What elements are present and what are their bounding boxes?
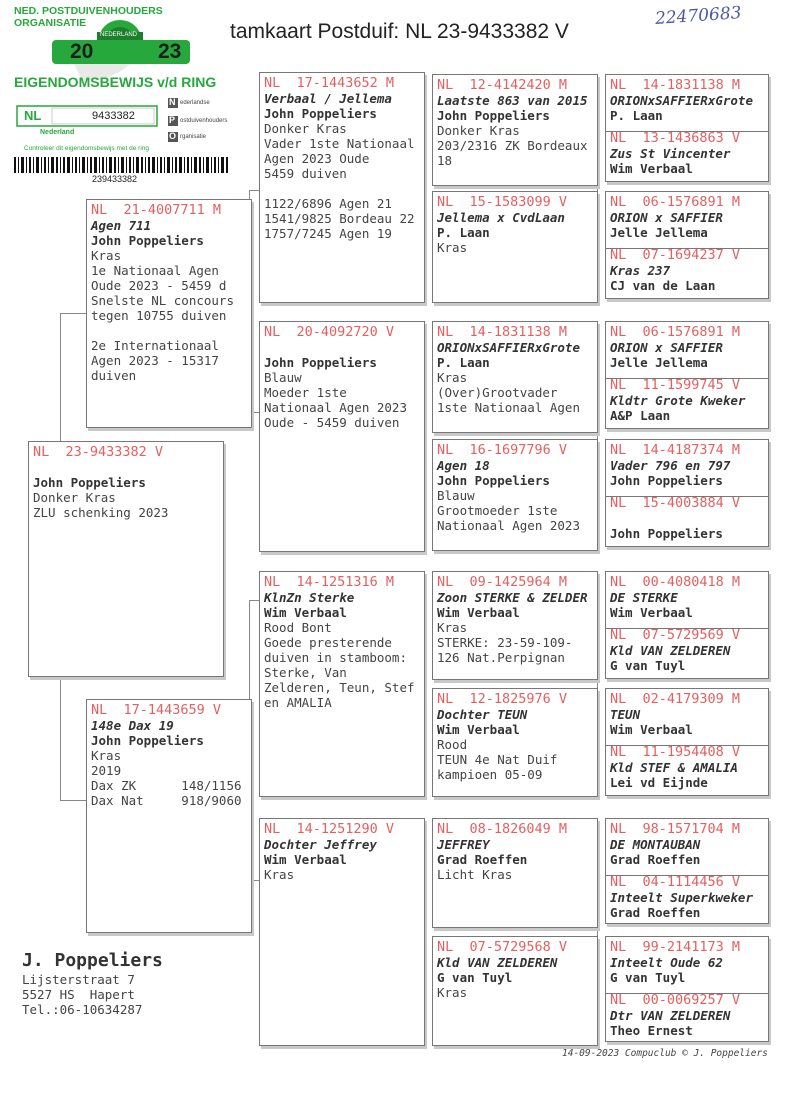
pigeon-name: 148e Dax 19 (91, 718, 174, 733)
org-letter-o: O (169, 131, 177, 141)
info-line: Oude - 5459 duiven (264, 415, 400, 430)
ancestor-pair-box (605, 818, 769, 924)
owner-name: Wim Verbaal (610, 722, 693, 737)
great-grandparent-box[interactable] (432, 936, 598, 1046)
info-line: STERKE: 23-59-109- (437, 635, 573, 650)
pigeon-name: JEFFREY (437, 837, 490, 852)
owner-name: Wim Verbaal (437, 605, 520, 620)
info-line: 1541/9825 Bordeau 22 (264, 211, 415, 226)
ancestor-sire[interactable] (606, 440, 768, 497)
ring-number: NL 00-4080418 M (610, 574, 741, 590)
owner-name: Wim Verbaal (264, 605, 347, 620)
info-line: Vader 1ste Nationaal (264, 136, 415, 151)
breeder-city: 5527 HS Hapert (22, 987, 135, 1002)
pigeon-name: ORIONxSAFFIERxGrote (610, 93, 753, 108)
owner-name: G van Tuyl (610, 658, 686, 673)
ancestor-dam[interactable] (606, 128, 768, 178)
ring-number: NL 11-1954408 V (610, 744, 741, 760)
owner-name: Theo Ernest (610, 1023, 693, 1038)
ring-number: NL 17-1443659 V (91, 702, 222, 718)
ring-number: NL 14-1831138 M (437, 324, 568, 340)
grandsire-maternal-box[interactable] (259, 571, 425, 797)
pigeon-name: Laatste 863 van 2015 (437, 93, 588, 108)
connector-line (60, 313, 88, 314)
ancestor-sire[interactable] (606, 192, 768, 249)
ring-ownership-card (12, 2, 230, 186)
owner-name: G van Tuyl (437, 970, 513, 985)
owner-name: John Poppeliers (610, 473, 723, 488)
grandsire-paternal-box[interactable] (259, 72, 425, 303)
ring-number: NL 07-5729568 V (437, 939, 568, 955)
owner-name: John Poppeliers (610, 526, 723, 541)
info-line: 1757/7245 Agen 19 (264, 226, 392, 241)
info-line: 5459 duiven (264, 166, 347, 181)
ring-number: NL 17-1443652 M (264, 75, 395, 91)
pigeon-name: Inteelt Superkweker (610, 890, 753, 905)
info-line: Sterke, Van (264, 665, 347, 680)
info-line: Dax Nat 918/9060 (91, 793, 242, 808)
info-line: Nationaal Agen 2023 (264, 400, 407, 415)
info-line: Rood Bont (264, 620, 332, 635)
ancestor-sire[interactable] (606, 572, 768, 629)
info-line: Donker Kras (437, 123, 520, 138)
ancestor-pair-box (605, 571, 769, 679)
info-line: Kras (264, 867, 295, 882)
owner-name: A&P Laan (610, 408, 671, 423)
ancestor-dam[interactable] (606, 742, 768, 792)
ring-number: NL 07-1694237 V (610, 247, 741, 263)
org-word-2: ostduivenhouders (180, 118, 228, 124)
ancestor-pair-box (605, 74, 769, 182)
info-line: Licht Kras (437, 867, 513, 882)
ring-number: 9433382 (92, 110, 135, 122)
great-grandparent-box[interactable] (432, 571, 598, 680)
ring-number: NL 00-0069257 V (610, 992, 741, 1008)
ancestor-dam[interactable] (606, 493, 768, 543)
pigeon-name: Jellema x CvdLaan (437, 210, 565, 225)
year-left: 20 (70, 40, 94, 63)
info-line: tegen 10755 duiven (91, 308, 227, 323)
ancestor-pair-box (605, 439, 769, 547)
owner-name: John Poppeliers (437, 108, 550, 123)
ancestor-dam[interactable] (606, 990, 768, 1040)
great-grandparent-box[interactable] (432, 74, 598, 186)
owner-name: John Poppeliers (33, 475, 146, 490)
info-line: 2e Internationaal (91, 338, 219, 353)
info-line: Zelderen, Teun, Stef (264, 680, 415, 695)
pigeon-name: Verbaal / Jellema (264, 91, 392, 106)
great-grandparent-box[interactable] (432, 818, 598, 928)
pigeon-name (610, 511, 764, 526)
ancestor-dam[interactable] (606, 245, 768, 295)
owner-name: P. Laan (437, 355, 490, 370)
ancestor-sire[interactable] (606, 322, 768, 379)
pigeon-name: Kld VAN ZELDEREN (610, 643, 731, 658)
barcode-number: 239433382 (92, 174, 138, 184)
year-right: 23 (158, 40, 182, 63)
pigeon-name: TEUN (610, 707, 641, 722)
info-line: Blauw (264, 370, 302, 385)
owner-name: John Poppeliers (264, 106, 377, 121)
pigeon-name: Dochter TEUN (437, 707, 528, 722)
pigeon-name: Dtr VAN ZELDEREN (610, 1008, 731, 1023)
owner-name: Grad Roeffen (437, 852, 528, 867)
ring-number: NL 12-4142420 M (437, 77, 568, 93)
connector-line (60, 313, 61, 443)
ring-number: NL 06-1576891 M (610, 324, 741, 340)
info-line: 126 Nat.Perpignan (437, 650, 565, 665)
ring-number: NL 99-2141173 M (610, 939, 741, 955)
info-line: Rood (437, 737, 468, 752)
info-line: Nationaal Agen 2023 (437, 518, 580, 533)
pedigree-subject[interactable] (28, 441, 224, 677)
country-code: NL (24, 108, 42, 123)
pigeon-name: Vader 796 en 797 (610, 458, 731, 473)
ring-number: NL 16-1697796 V (437, 442, 568, 458)
owner-name: John Poppeliers (91, 233, 204, 248)
info-line: Agen 2023 Oude (264, 151, 370, 166)
owner-name: Wim Verbaal (264, 852, 347, 867)
info-line: TEUN 4e Nat Duif (437, 752, 558, 767)
info-line: Donker Kras (264, 121, 347, 136)
info-line: 203/2316 ZK Bordeaux (437, 138, 588, 153)
connector-line (249, 600, 259, 601)
great-grandparent-box[interactable] (432, 191, 598, 303)
ancestor-pair-box (605, 936, 769, 1042)
ring-number: NL 23-9433382 V (33, 444, 164, 460)
pigeon-name: KlnZn Sterke (264, 590, 355, 605)
info-line: Blauw (437, 488, 475, 503)
owner-name: Wim Verbaal (437, 722, 520, 737)
owner-name: Jelle Jellema (610, 355, 708, 370)
owner-name: John Poppeliers (264, 355, 377, 370)
breeder-street: Lijsterstraat 7 (22, 972, 135, 987)
info-line: Kras (437, 370, 468, 385)
info-line: Donker Kras (33, 490, 116, 505)
ring-number: NL 13-1436863 V (610, 130, 741, 146)
org-word-1: ederlandse (180, 100, 210, 106)
ring-number: NL 20-4092720 V (264, 324, 395, 340)
connector-line (60, 672, 61, 800)
info-line: kampioen 05-09 (437, 767, 543, 782)
ancestor-pair-box (605, 688, 769, 796)
ring-number: NL 08-1826049 M (437, 821, 568, 837)
info-line: (Over)Grootvader (437, 385, 558, 400)
ring-number: NL 07-5729569 V (610, 627, 741, 643)
ring-number: NL 98-1571704 M (610, 821, 741, 837)
country-label: Nederland (40, 129, 75, 136)
pigeon-name: Agen 18 (437, 458, 490, 473)
owner-name: Wim Verbaal (610, 161, 693, 176)
ring-number: NL 02-4179309 M (610, 691, 741, 707)
pigeon-name: Kras 237 (610, 263, 671, 278)
pigeon-name: Zus St Vincenter (610, 146, 731, 161)
breeder-address (22, 950, 163, 1017)
ring-number: NL 12-1825976 V (437, 691, 568, 707)
granddam-paternal-box[interactable] (259, 321, 425, 552)
pigeon-name: DE STERKE (610, 590, 678, 605)
ring-card-graphic (12, 2, 230, 186)
handwritten-note: 22470683 (654, 3, 743, 29)
pigeon-name: ORIONxSAFFIERxGrote (437, 340, 580, 355)
info-line: 1e Nationaal Agen (91, 263, 219, 278)
ring-number: NL 06-1576891 M (610, 194, 741, 210)
great-grandparent-box[interactable] (432, 439, 598, 551)
info-line (91, 323, 247, 338)
info-line: Agen 2023 - 15317 (91, 353, 219, 368)
ring-number: NL 14-4187374 M (610, 442, 741, 458)
ring-number: NL 21-4007711 M (91, 202, 222, 218)
info-line: Kras (91, 248, 122, 263)
ancestor-dam[interactable] (606, 625, 768, 675)
connector-line (60, 800, 88, 801)
ancestor-dam[interactable] (606, 375, 768, 425)
dam-box[interactable] (86, 699, 252, 933)
info-line: 18 (437, 153, 453, 168)
pigeon-name: Kldtr Grote Kweker (610, 393, 746, 408)
info-line: 2019 (91, 763, 122, 778)
owner-name: G van Tuyl (610, 970, 686, 985)
info-line: 1ste Nationaal Agen (437, 400, 580, 415)
owner-name: CJ van de Laan (610, 278, 716, 293)
info-line: Grootmoeder 1ste (437, 503, 558, 518)
pigeon-name: Kld VAN ZELDEREN (437, 955, 558, 970)
ancestor-pair-box (605, 191, 769, 299)
owner-name: P. Laan (437, 225, 490, 240)
ancestor-sire[interactable] (606, 937, 768, 994)
ring-number: NL 04-1114456 V (610, 874, 741, 890)
pigeon-name: Zoon STERKE & ZELDER (437, 590, 588, 605)
org-name: NED. POSTDUIVENHOUDERS ORGANISATIE (14, 5, 163, 29)
org-letter-n: N (169, 97, 176, 107)
owner-name: John Poppeliers (91, 733, 204, 748)
info-line: Kras (91, 748, 122, 763)
ownership-heading: EIGENDOMSBEWIJS v/d RING (14, 74, 217, 90)
great-grandparent-box[interactable] (432, 321, 598, 433)
owner-name: Grad Roeffen (610, 905, 701, 920)
sire-box[interactable] (86, 199, 252, 428)
ancestor-dam[interactable] (606, 872, 768, 922)
owner-name: Wim Verbaal (610, 605, 693, 620)
info-line: Oude 2023 - 5459 d (91, 278, 227, 293)
ancestor-sire[interactable] (606, 689, 768, 746)
connector-line (249, 190, 259, 191)
info-line: Moeder 1ste (264, 385, 347, 400)
owner-name: P. Laan (610, 108, 663, 123)
info-line: Kras (437, 240, 468, 255)
info-line: duiven (91, 368, 137, 383)
org-word-3: rganisatie (180, 134, 207, 140)
org-letter-p: P (169, 115, 176, 125)
info-line: Snelste NL concours (91, 293, 234, 308)
owner-name: John Poppeliers (437, 473, 550, 488)
info-line: ZLU schenking 2023 (33, 505, 169, 520)
info-line (264, 181, 420, 196)
breeder-phone: Tel.:06-10634287 (22, 1002, 143, 1017)
info-line: 1122/6896 Agen 21 (264, 196, 392, 211)
page-title: tamkaart Postduif: NL 23-9433382 V (230, 20, 569, 43)
ancestor-sire[interactable] (606, 75, 768, 132)
pigeon-name: ORION x SAFFIER (610, 340, 723, 355)
ancestor-sire[interactable] (606, 819, 768, 876)
ring-number: NL 09-1425964 M (437, 574, 568, 590)
pigeon-name (264, 340, 420, 355)
info-line: Goede presterende (264, 635, 392, 650)
info-line: Dax ZK 148/1156 (91, 778, 242, 793)
ring-number: NL 14-1251290 V (264, 821, 395, 837)
breeder-name: J. Poppeliers (22, 950, 163, 971)
pigeon-name: Kld STEF & AMALIA (610, 760, 738, 775)
footer-credit: 14-09-2023 Compuclub © J. Poppeliers (562, 1048, 768, 1059)
year-banner-text: NEDERLAND (100, 32, 138, 38)
ring-number: NL 15-4003884 V (610, 495, 741, 511)
great-grandparent-box[interactable] (432, 688, 598, 797)
ring-number: NL 11-1599745 V (610, 377, 741, 393)
ring-number: NL 14-1831138 M (610, 77, 741, 93)
info-line: en AMALIA (264, 695, 332, 710)
pigeon-name: ORION x SAFFIER (610, 210, 723, 225)
owner-name: Grad Roeffen (610, 852, 701, 867)
ancestor-pair-box (605, 321, 769, 429)
ring-number: NL 14-1251316 M (264, 574, 395, 590)
pigeon-name: Inteelt Oude 62 (610, 955, 723, 970)
info-line: Kras (437, 985, 468, 1000)
granddam-maternal-box[interactable] (259, 818, 425, 1046)
control-note: Controleer dit eigendomsbewijs met de ring (24, 145, 150, 152)
pigeon-name: Agen 711 (91, 218, 152, 233)
pigeon-name (33, 460, 219, 475)
pigeon-name: Dochter Jeffrey (264, 837, 377, 852)
info-line: Kras (437, 620, 468, 635)
pigeon-name: DE MONTAUBAN (610, 837, 701, 852)
ring-number: NL 15-1583099 V (437, 194, 568, 210)
owner-name: Lei vd Eijnde (610, 775, 708, 790)
info-line: duiven in stamboom: (264, 650, 407, 665)
owner-name: Jelle Jellema (610, 225, 708, 240)
